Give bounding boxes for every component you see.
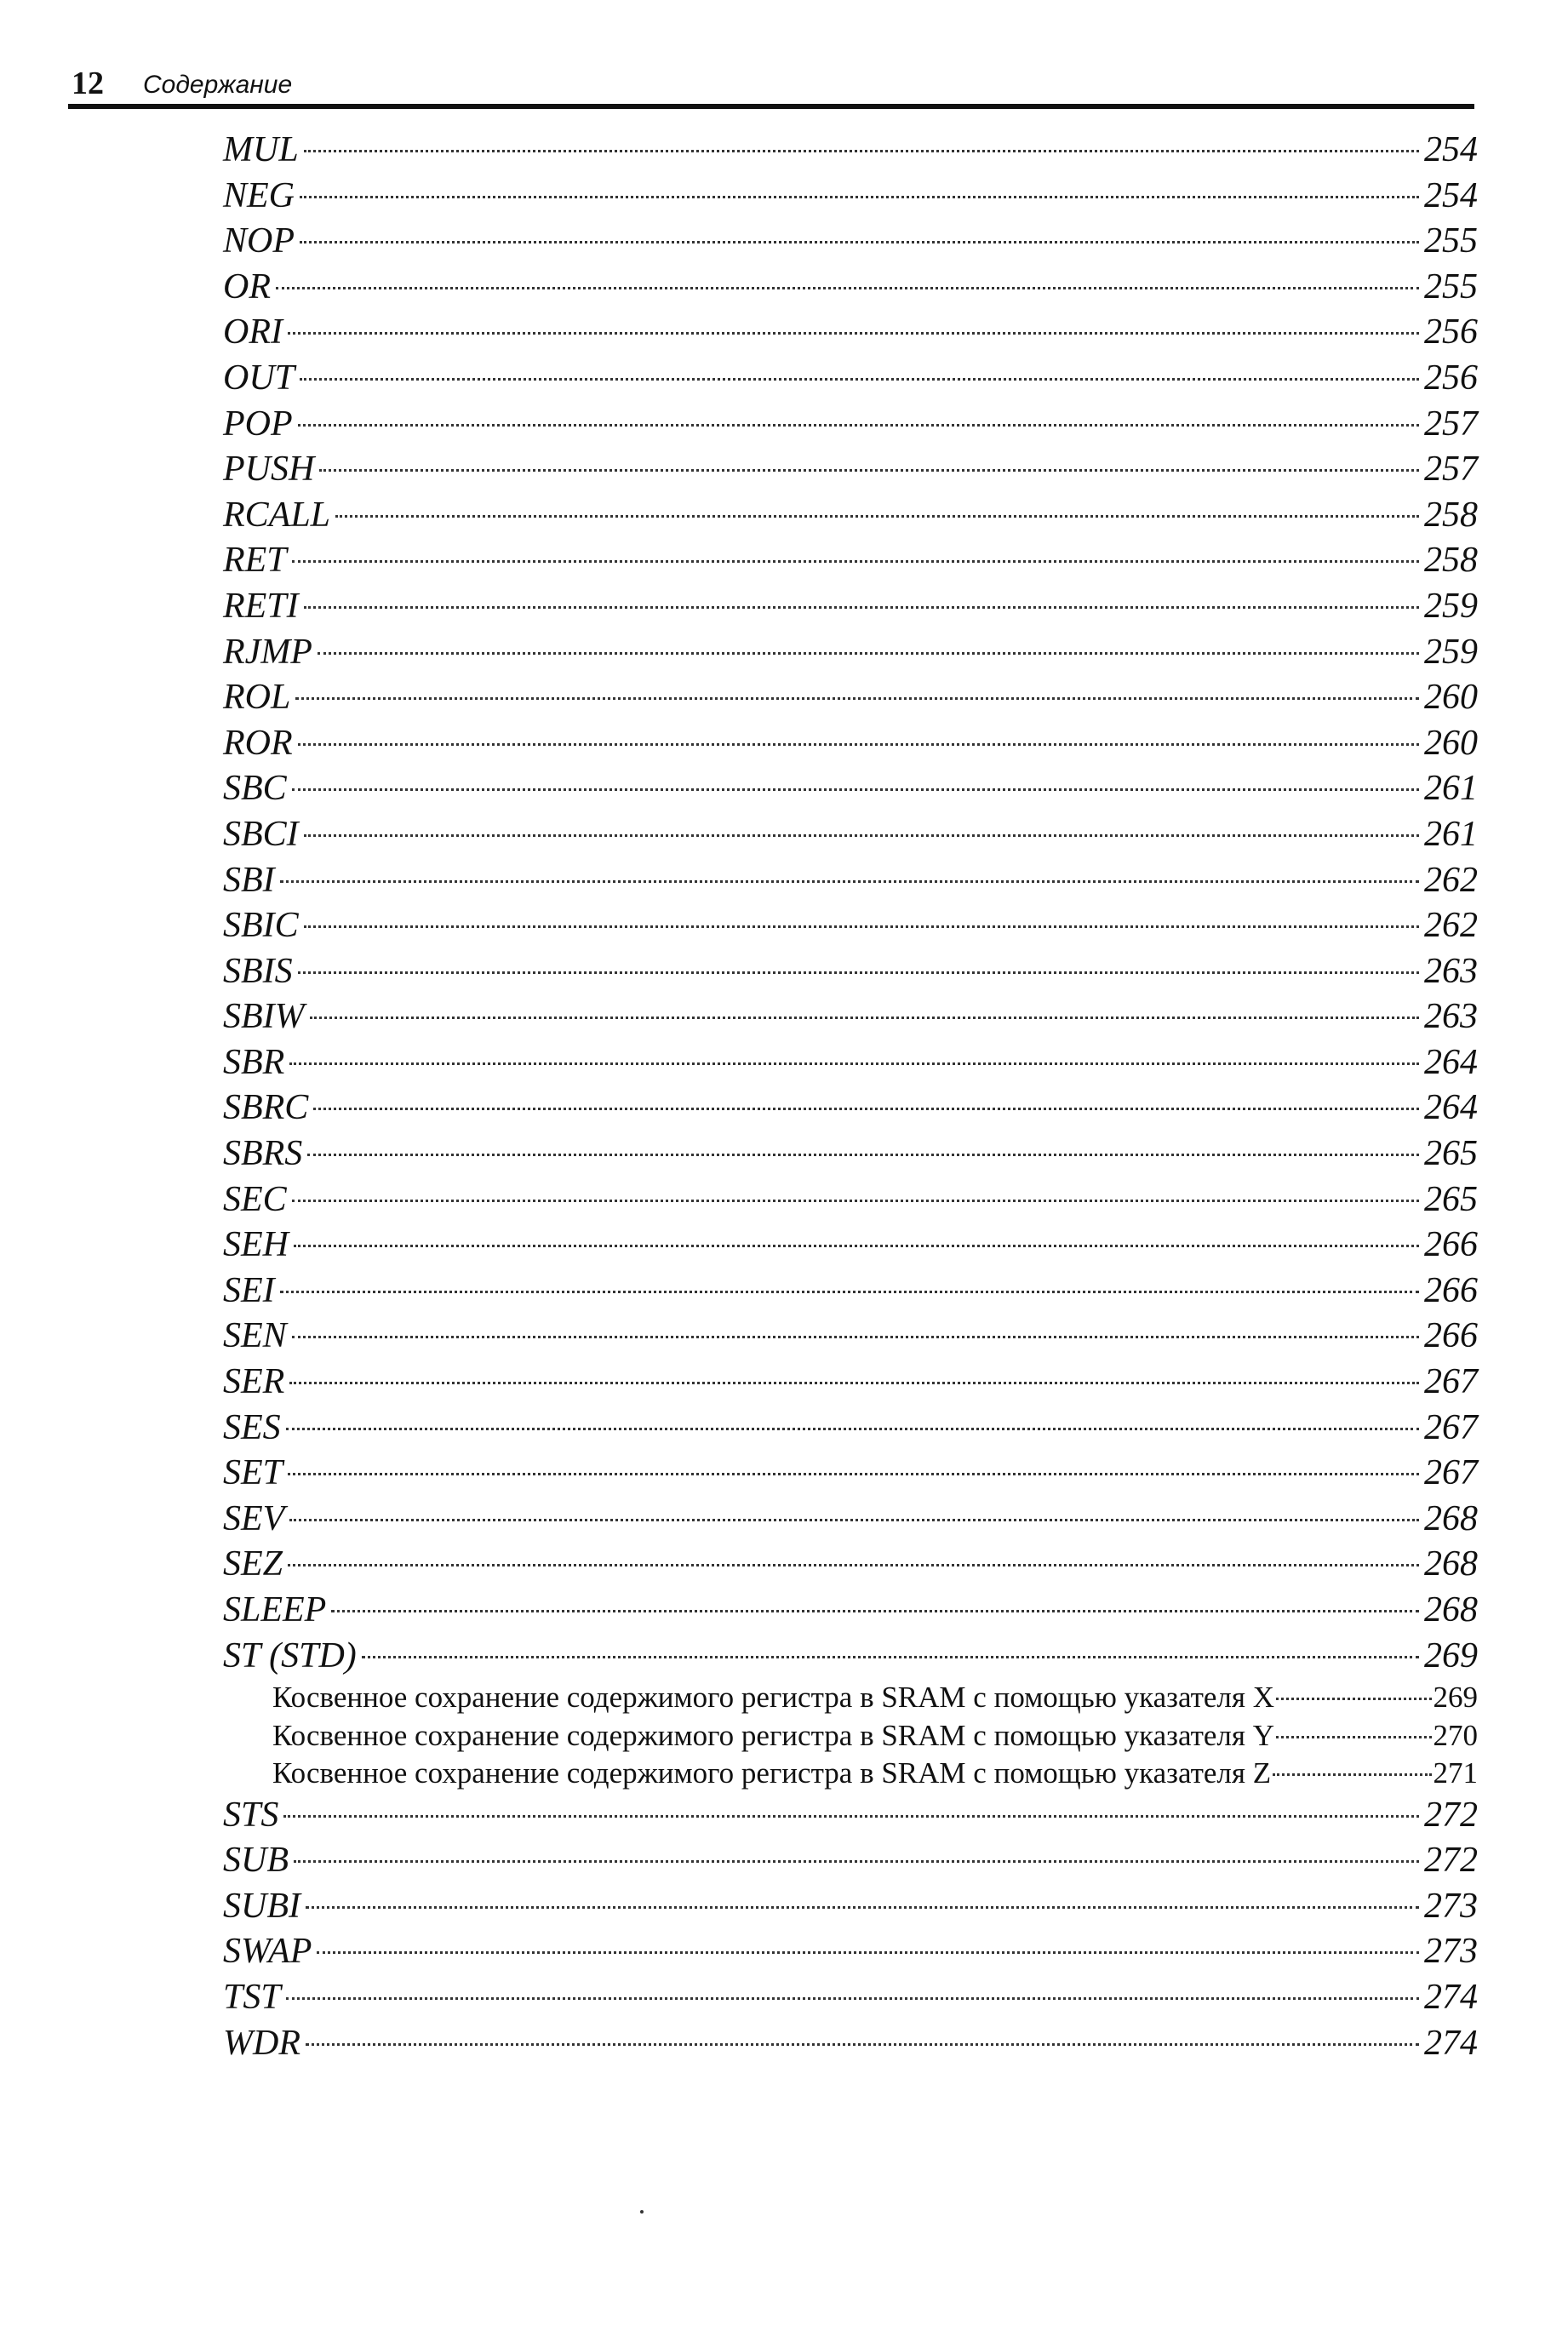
toc-entry (223, 219, 1478, 265)
toc-entry (223, 1085, 1478, 1131)
entry-page-number: 267 (1424, 1362, 1478, 1402)
toc-entry (223, 903, 1478, 949)
entry-page-number: 264 (1424, 1088, 1478, 1128)
entry-title: SUBI (223, 1886, 300, 1926)
toc-entry (223, 812, 1478, 858)
entry-page-number: 273 (1424, 1932, 1478, 1972)
toc-entry (223, 1793, 1478, 1839)
entry-title: Косвенное сохранение содержимого регистра в SRAM с помощью указателя Y (272, 1718, 1274, 1752)
toc-entry (223, 174, 1478, 220)
entry-page-number: 269 (1424, 1635, 1478, 1675)
entry-title: SLEEP (223, 1590, 327, 1629)
dot-leader (313, 1108, 1419, 1110)
toc-entry (223, 1314, 1478, 1360)
entry-page-number: 262 (1424, 906, 1478, 946)
entry-page-number: 269 (1433, 1681, 1478, 1715)
entry-title: SEV (223, 1498, 285, 1538)
entry-page-number: 259 (1424, 586, 1478, 626)
dot-leader (276, 287, 1419, 289)
toc-entry (223, 1177, 1478, 1223)
dot-leader (307, 1154, 1419, 1156)
toc-entry (223, 1497, 1478, 1543)
dot-leader (294, 1245, 1419, 1247)
dot-leader (292, 788, 1419, 791)
dot-leader (292, 560, 1419, 563)
toc-entry (223, 447, 1478, 493)
toc-entry (223, 675, 1478, 721)
dot-leader (286, 1428, 1419, 1430)
scan-speck (640, 2210, 644, 2214)
dot-leader (300, 241, 1419, 243)
entry-title: SEH (223, 1225, 289, 1265)
entry-page-number: 273 (1424, 1886, 1478, 1926)
entry-title: SBCI (223, 814, 299, 854)
toc-entry (223, 128, 1478, 174)
entry-page-number: 266 (1424, 1316, 1478, 1356)
entry-title: SEZ (223, 1544, 283, 1584)
toc-entry (223, 1634, 1478, 1680)
entry-page-number: 265 (1424, 1134, 1478, 1174)
entry-page-number: 272 (1424, 1795, 1478, 1835)
dot-leader (289, 1062, 1419, 1065)
entry-title: SBR (223, 1042, 285, 1082)
entry-page-number: 263 (1424, 951, 1478, 991)
toc-entry (223, 858, 1478, 904)
table-of-contents (223, 128, 1478, 2066)
toc-entry (223, 721, 1478, 767)
entry-page-number: 267 (1424, 1407, 1478, 1447)
dot-leader (298, 971, 1419, 974)
toc-entry (223, 356, 1478, 402)
entry-page-number: 262 (1424, 860, 1478, 900)
dot-leader (298, 743, 1419, 746)
dot-leader (310, 1017, 1419, 1019)
dot-leader (331, 1610, 1419, 1612)
entry-page-number: 266 (1424, 1270, 1478, 1310)
dot-leader (319, 469, 1419, 472)
entry-title: ROR (223, 723, 293, 763)
dot-leader (298, 424, 1419, 427)
toc-entry (223, 2021, 1478, 2067)
entry-title: SBIS (223, 951, 293, 991)
entry-title: SES (223, 1407, 281, 1447)
dot-leader (288, 1473, 1419, 1475)
dot-leader (362, 1656, 1419, 1658)
entry-page-number: 263 (1424, 997, 1478, 1037)
dot-leader (300, 196, 1419, 198)
entry-title: ROL (223, 678, 291, 718)
entry-page-number: 257 (1424, 404, 1478, 444)
entry-title: STS (223, 1795, 279, 1835)
entry-page-number: 260 (1424, 723, 1478, 763)
dot-leader (304, 150, 1419, 152)
entry-page-number: 258 (1424, 495, 1478, 535)
entry-title: RJMP (223, 632, 312, 672)
entry-page-number: 256 (1424, 312, 1478, 352)
entry-page-number: 268 (1424, 1590, 1478, 1629)
entry-title: RCALL (223, 495, 331, 535)
toc-entry (223, 1838, 1478, 1884)
dot-leader (280, 1291, 1419, 1293)
dot-leader (318, 652, 1419, 655)
entry-page-number: 254 (1424, 130, 1478, 169)
entry-title: OR (223, 266, 271, 306)
dot-leader (289, 1382, 1419, 1384)
toc-entry (223, 1542, 1478, 1588)
entry-page-number: 265 (1424, 1179, 1478, 1219)
entry-page-number: 255 (1424, 221, 1478, 261)
toc-entry (223, 994, 1478, 1040)
toc-entry (223, 1360, 1478, 1406)
entry-page-number: 267 (1424, 1453, 1478, 1493)
toc-entry (223, 1131, 1478, 1177)
dot-leader (306, 1906, 1419, 1909)
toc-entry (223, 1406, 1478, 1452)
page-header (68, 63, 1474, 112)
entry-title: NOP (223, 221, 295, 261)
toc-entry (223, 402, 1478, 448)
dot-leader (294, 1860, 1419, 1863)
header-rule (68, 104, 1474, 109)
toc-subentry (223, 1755, 1478, 1793)
entry-page-number: 274 (1424, 2023, 1478, 2063)
entry-title: TST (223, 1978, 281, 2018)
dot-leader (283, 1815, 1419, 1818)
toc-entry (223, 1929, 1478, 1975)
entry-title: SBRC (223, 1088, 309, 1128)
entry-page-number: 270 (1433, 1718, 1478, 1752)
dot-leader (304, 606, 1419, 609)
entry-page-number: 258 (1424, 541, 1478, 581)
entry-title: SER (223, 1362, 285, 1402)
entry-page-number: 259 (1424, 632, 1478, 672)
entry-page-number: 268 (1424, 1544, 1478, 1584)
toc-entry (223, 584, 1478, 630)
entry-title: POP (223, 404, 293, 444)
entry-page-number: 255 (1424, 266, 1478, 306)
entry-title: RETI (223, 586, 299, 626)
toc-entry (223, 310, 1478, 356)
toc-entry (223, 1884, 1478, 1930)
toc-entry (223, 630, 1478, 676)
entry-title: Косвенное сохранение содержимого регистра в SRAM с помощью указателя Z (272, 1756, 1272, 1790)
entry-title: SUB (223, 1841, 289, 1881)
entry-page-number: 268 (1424, 1498, 1478, 1538)
page-number: 12 (72, 66, 104, 101)
entry-title: SET (223, 1453, 283, 1493)
entry-page-number: 260 (1424, 678, 1478, 718)
dot-leader (304, 834, 1419, 837)
entry-title: SEI (223, 1270, 275, 1310)
entry-title: SWAP (223, 1932, 312, 1972)
entry-title: WDR (223, 2023, 300, 2063)
dot-leader (286, 1997, 1419, 2000)
entry-page-number: 264 (1424, 1042, 1478, 1082)
entry-title: SBRS (223, 1134, 303, 1174)
entry-title: MUL (223, 130, 299, 169)
entry-title: SEN (223, 1316, 287, 1356)
entry-title: OUT (223, 358, 295, 398)
dot-leader (292, 1200, 1419, 1202)
dot-leader (300, 378, 1419, 381)
entry-title: PUSH (223, 450, 315, 490)
entry-title: SBC (223, 769, 287, 809)
dot-leader (317, 1951, 1419, 1954)
dot-leader (1276, 1698, 1432, 1700)
dot-leader (304, 925, 1419, 928)
entry-page-number: 257 (1424, 450, 1478, 490)
entry-page-number: 261 (1424, 814, 1478, 854)
toc-entry (223, 1223, 1478, 1269)
entry-title: SBIW (223, 997, 305, 1037)
entry-page-number: 256 (1424, 358, 1478, 398)
entry-page-number: 274 (1424, 1978, 1478, 2018)
entry-page-number: 266 (1424, 1225, 1478, 1265)
toc-entry (223, 1975, 1478, 2021)
toc-entry (223, 1451, 1478, 1497)
toc-entry (223, 949, 1478, 995)
entry-title: ST (STD) (223, 1635, 357, 1675)
dot-leader (335, 515, 1419, 518)
entry-page-number: 271 (1433, 1756, 1478, 1790)
toc-entry (223, 265, 1478, 311)
entry-title: Косвенное сохранение содержимого регистра в SRAM с помощью указателя X (272, 1681, 1274, 1715)
toc-entry (223, 493, 1478, 539)
entry-page-number: 272 (1424, 1841, 1478, 1881)
toc-entry (223, 1040, 1478, 1086)
dot-leader (1273, 1773, 1431, 1776)
entry-page-number: 261 (1424, 769, 1478, 809)
entry-title: NEG (223, 175, 295, 215)
toc-subentry (223, 1717, 1478, 1755)
dot-leader (288, 1564, 1419, 1566)
dot-leader (289, 1519, 1419, 1521)
entry-title: SBI (223, 860, 275, 900)
dot-leader (292, 1336, 1419, 1338)
dot-leader (288, 332, 1419, 335)
entry-title: ORI (223, 312, 283, 352)
dot-leader (1276, 1736, 1432, 1738)
toc-entry (223, 766, 1478, 812)
toc-subentry (223, 1679, 1478, 1717)
entry-title: SEC (223, 1179, 287, 1219)
entry-page-number: 254 (1424, 175, 1478, 215)
toc-entry (223, 538, 1478, 584)
entry-title: RET (223, 541, 287, 581)
toc-entry (223, 1269, 1478, 1314)
dot-leader (306, 2043, 1419, 2046)
entry-title: SBIC (223, 906, 299, 946)
dot-leader (295, 697, 1419, 700)
toc-entry (223, 1588, 1478, 1634)
running-title: Содержание (143, 71, 293, 99)
dot-leader (280, 880, 1419, 883)
